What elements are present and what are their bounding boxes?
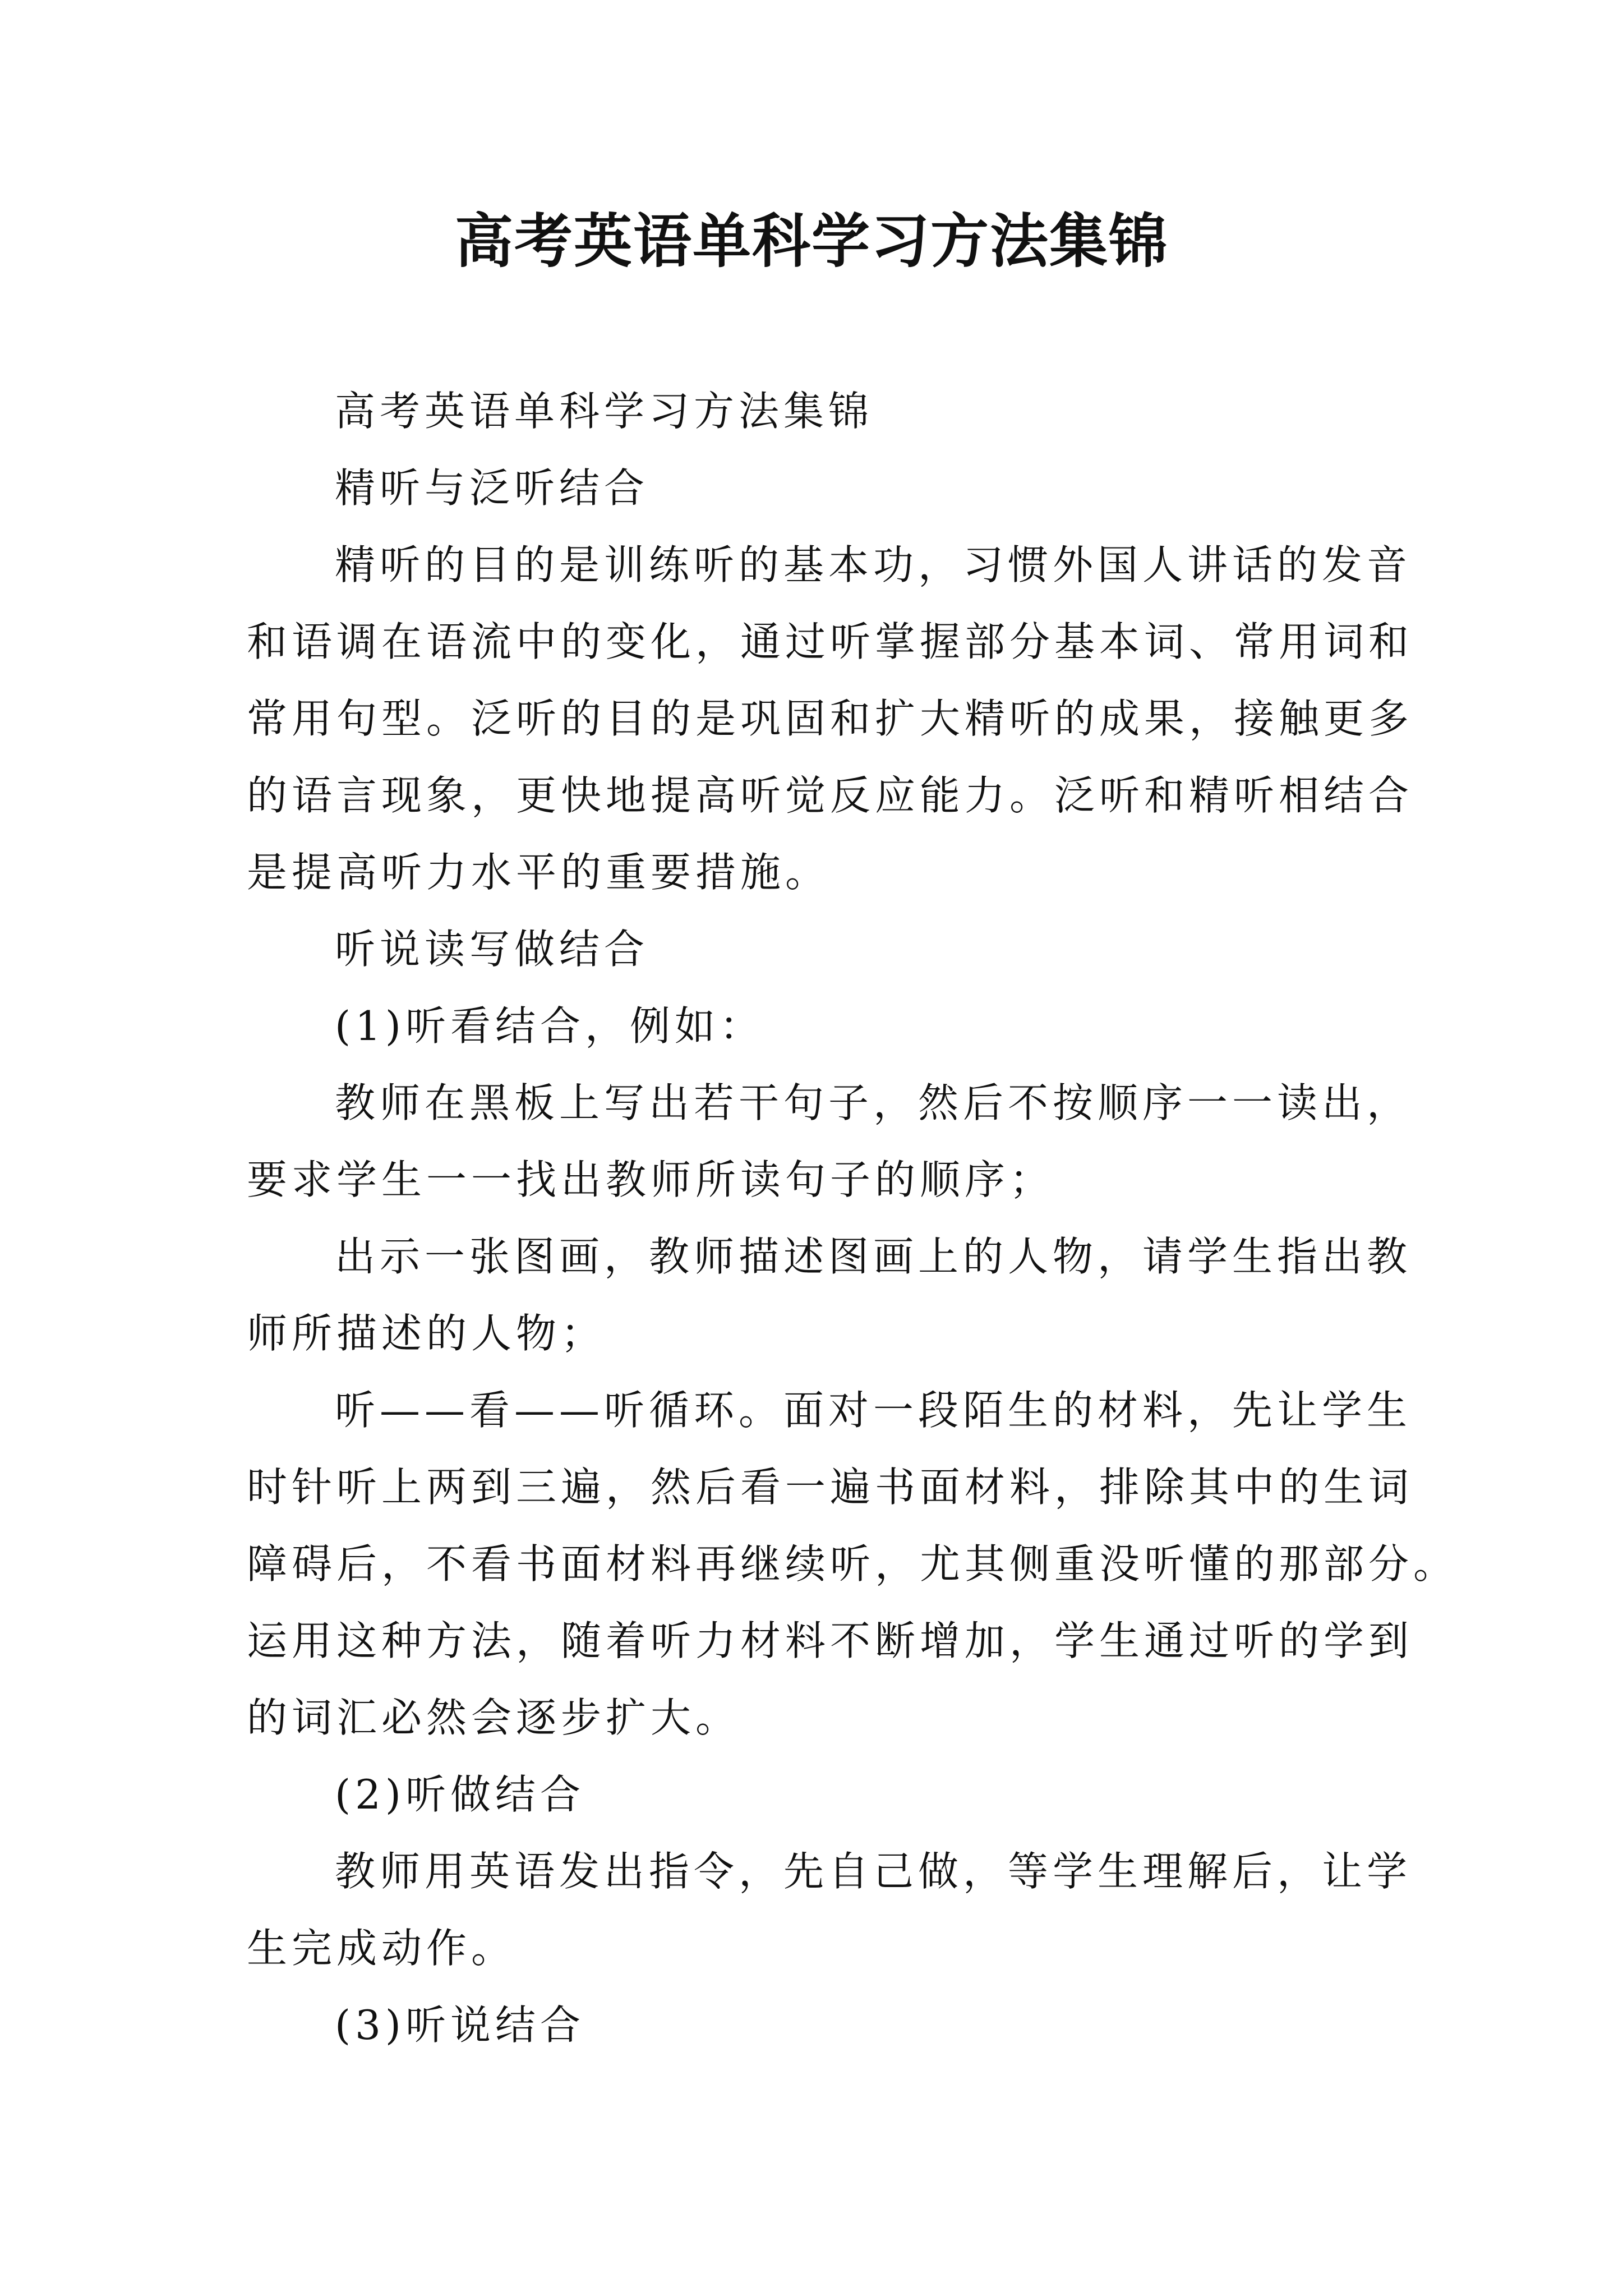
- sub-heading: (3)听说结合: [335, 2001, 585, 2049]
- document-body: [247, 373, 1459, 2064]
- text-line: 常用句型。泛听的目的是巩固和扩大精听的成果，接触更多: [247, 695, 1414, 742]
- text-line: 的语言现象，更快地提高听觉反应能力。泛听和精听相结合: [247, 772, 1414, 819]
- text-line: 运用这种方法，随着听力材料不断增加，学生通过听的学到: [247, 1617, 1414, 1664]
- text-line: 高考英语单科学习方法集锦: [335, 388, 874, 435]
- text-line: 教师在黑板上写出若干句子，然后不按顺序一一读出，: [335, 1079, 1412, 1126]
- text-line: 是提高听力水平的重要措施。: [247, 849, 831, 896]
- text-line: 精听的目的是训练听的基本功，习惯外国人讲话的发音: [335, 541, 1412, 588]
- text-line: 要求学生一一找出教师所读句子的顺序；: [247, 1156, 1055, 1203]
- document-title: 高考英语单科学习方法集锦: [454, 206, 1168, 275]
- text-line: 时针听上两到三遍，然后看一遍书面材料，排除其中的生词: [247, 1464, 1414, 1511]
- text-line: 教师用英语发出指令，先自己做，等学生理解后，让学: [335, 1848, 1412, 1895]
- sub-heading: (2)听做结合: [335, 1771, 585, 1818]
- text-line: 师所描述的人物；: [247, 1310, 606, 1357]
- text-line: 的词汇必然会逐步扩大。: [247, 1694, 741, 1741]
- text-line: 听——看——听循环。面对一段陌生的材料，先让学生: [335, 1387, 1412, 1434]
- section-heading: 听说读写做结合: [335, 926, 649, 973]
- sub-heading: (1)听看结合，例如：: [335, 1002, 764, 1050]
- text-line: 生完成动作。: [247, 1925, 517, 1972]
- text-line: 和语调在语流中的变化，通过听掌握部分基本词、常用词和: [247, 618, 1414, 665]
- text-line: 出示一张图画，教师描述图画上的人物，请学生指出教: [335, 1233, 1412, 1280]
- text-line: 障碍后，不看书面材料再继续听，尤其侧重没听懂的那部分。: [247, 1540, 1459, 1588]
- section-heading: 精听与泛听结合: [335, 464, 649, 512]
